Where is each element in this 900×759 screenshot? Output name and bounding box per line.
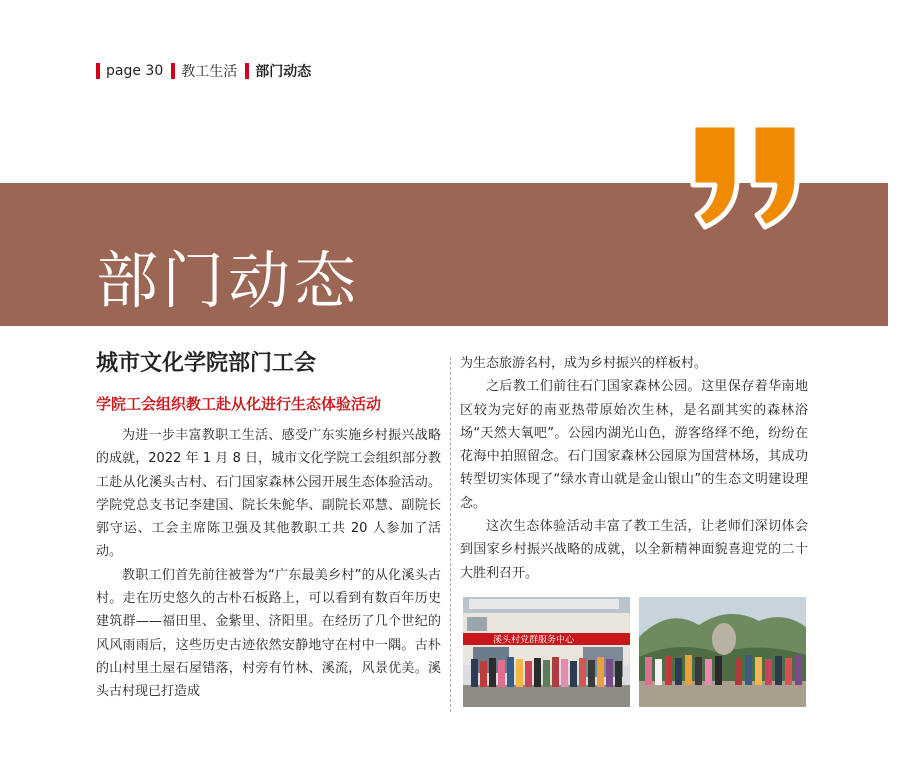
column-divider [450,357,451,712]
paragraph-2: 教职工们首先前往被誉为“广东最美乡村”的从化溪头古村。走在历史悠久的古朴石板路上，可以看到有数百年历史建筑群——福田里、金紫里、济阳里。在经历了几个世纪的风风雨雨后，这些历史古迹依然安静地守在村中一隅。古朴的山村里土屋石屋错落，村旁有竹林、溪流，风景优美。溪头古村现已打造成 [96,567,441,700]
page-number: page 30 [106,63,164,79]
article-subheading: 学院工会组织教工赴从化进行生态体验活动 [96,395,382,413]
paragraph-4: 这次生态体验活动丰富了教工生活，让老师们深切体会到国家乡村振兴战略的成就，以全新精神面貌喜迎党的二十大胜利召开。 [460,519,808,581]
header-bar-marker [245,63,249,79]
quote-mark-icon [687,121,807,231]
photo-village-group [463,597,630,707]
section-label: 教工生活 [181,64,238,80]
paragraph-1: 为进一步丰富教职工生活、感受广东实施乡村振兴战略的成就，2022 年 1 月 8 日，城市文化学院工会组织部分教工赴从化溪头古村、石门国家森林公园开展生态体验活动。学院党总支书记李建国、院长朱鮀华、副院长邓慧、副院长郭守运、工会主席陈卫强及其他教职工共 20 人参加了活动。 [96,428,441,560]
article-column-right [460,352,808,585]
village-sign-text: 溪头村党群服务中心 [493,635,575,646]
article-heading: 城市文化学院部门工会 [96,351,317,376]
header-bar-marker [171,63,175,79]
column-label: 部门动态 [255,64,312,80]
article-column-left [96,350,441,704]
paragraph-3: 之后教工们前往石门国家森林公园。这里保存着华南地区较为完好的南亚热带原始次生林，是名副其实的森林浴场“天然大氧吧”。公园内湖光山色，游客络绎不绝，纷纷在花海中拍照留念。石门国家森林公园原为国营林场，其成功转型切实体现了“绿水青山就是金山银山”的生态文明建设理念。 [460,379,808,511]
banner-title: 部门动态 [96,244,361,317]
header-bar-marker [96,63,100,79]
page-header [96,60,319,82]
photo-forest-park-group [639,597,806,707]
paragraph-2-continued: 为生态旅游名村，成为乡村振兴的样板村。 [460,356,708,371]
